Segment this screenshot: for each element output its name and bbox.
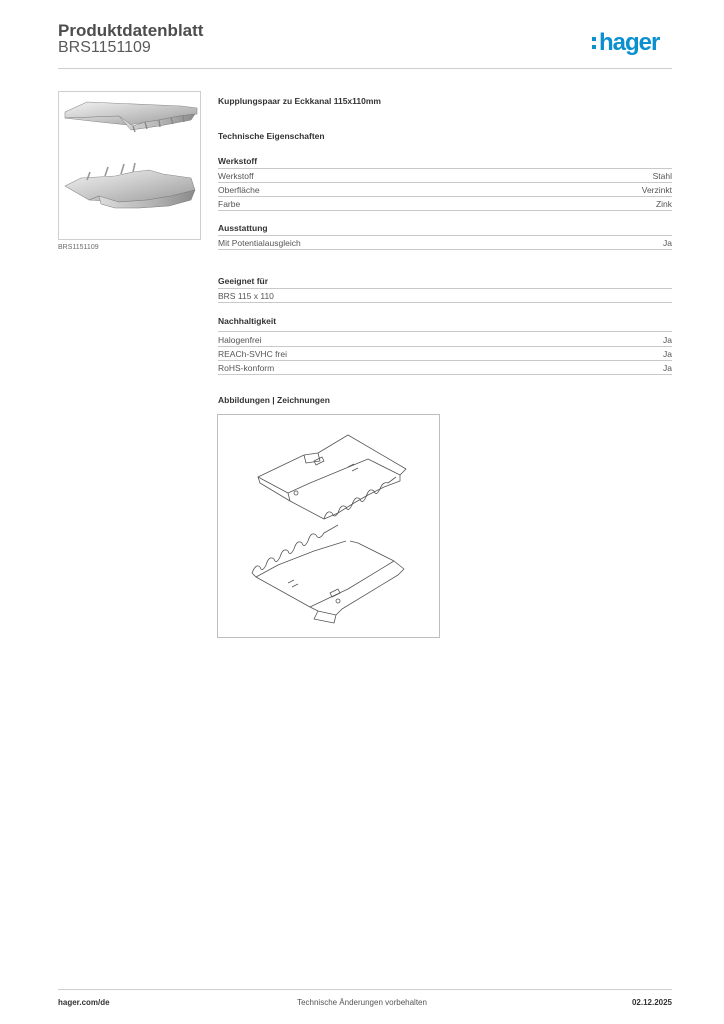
spec-row <box>218 169 672 183</box>
lower-plate-drawing <box>252 525 404 623</box>
spec-row <box>218 197 672 211</box>
footer-divider <box>58 989 672 990</box>
spec-table-ausstattung <box>218 236 672 250</box>
spec-label: REACh-SVHC frei <box>218 349 287 359</box>
spec-row <box>218 289 672 303</box>
spec-label: Halogenfrei <box>218 335 262 345</box>
spec-row <box>218 361 672 375</box>
spec-value: Zink <box>655 199 672 209</box>
footer-website-link[interactable]: hager.com/de <box>58 998 110 1007</box>
technical-drawing-image <box>218 415 439 637</box>
product-photo-image <box>59 92 200 239</box>
header-divider <box>58 68 672 69</box>
technical-drawing <box>217 414 440 638</box>
drawings-heading: Abbildungen | Zeichnungen <box>218 395 330 405</box>
product-photo <box>58 91 201 240</box>
spec-label: Oberfläche <box>218 185 260 195</box>
group-title-geeignet-fuer: Geeignet für <box>218 276 269 286</box>
spec-table-geeignet-fuer <box>218 289 672 303</box>
spec-label: Werkstoff <box>218 171 254 181</box>
footer-date: 02.12.2025 <box>631 998 672 1007</box>
document-title: Produktdatenblatt <box>58 21 204 40</box>
product-title: Kupplungspaar zu Eckkanal 115x110mm <box>218 96 381 106</box>
upper-plate-drawing <box>258 435 406 519</box>
logo-colon-icon <box>592 35 597 51</box>
group-title-ausstattung: Ausstattung <box>218 223 268 233</box>
spec-row <box>218 183 672 197</box>
spec-table-nachhaltigkeit <box>218 333 672 375</box>
hager-logo <box>592 29 659 57</box>
group-title-werkstoff: Werkstoff <box>218 156 258 166</box>
spec-value: Ja <box>663 238 672 248</box>
article-number: BRS1151109 <box>58 39 151 56</box>
spec-value: Ja <box>663 349 672 359</box>
lower-coupling-plate <box>65 163 195 208</box>
group-divider <box>218 331 672 332</box>
spec-value: Ja <box>663 363 672 373</box>
logo-text: hager <box>599 29 660 56</box>
spec-label: BRS 115 x 110 <box>218 291 274 301</box>
spec-row <box>218 347 672 361</box>
photo-caption: BRS1151109 <box>58 244 99 251</box>
spec-label: Mit Potentialausgleich <box>218 238 301 248</box>
spec-value: Stahl <box>652 171 672 181</box>
upper-coupling-plate <box>65 102 197 132</box>
spec-value: Ja <box>663 335 672 345</box>
technical-properties-heading: Technische Eigenschaften <box>218 131 325 141</box>
spec-table-werkstoff <box>218 169 672 211</box>
spec-label: RoHS-konform <box>218 363 275 373</box>
group-title-nachhaltigkeit: Nachhaltigkeit <box>218 316 277 326</box>
spec-value: Verzinkt <box>641 185 672 195</box>
spec-label: Farbe <box>218 199 241 209</box>
spec-row <box>218 333 672 347</box>
footer-notice: Technische Änderungen vorbehalten <box>297 998 427 1007</box>
spec-row <box>218 236 672 250</box>
